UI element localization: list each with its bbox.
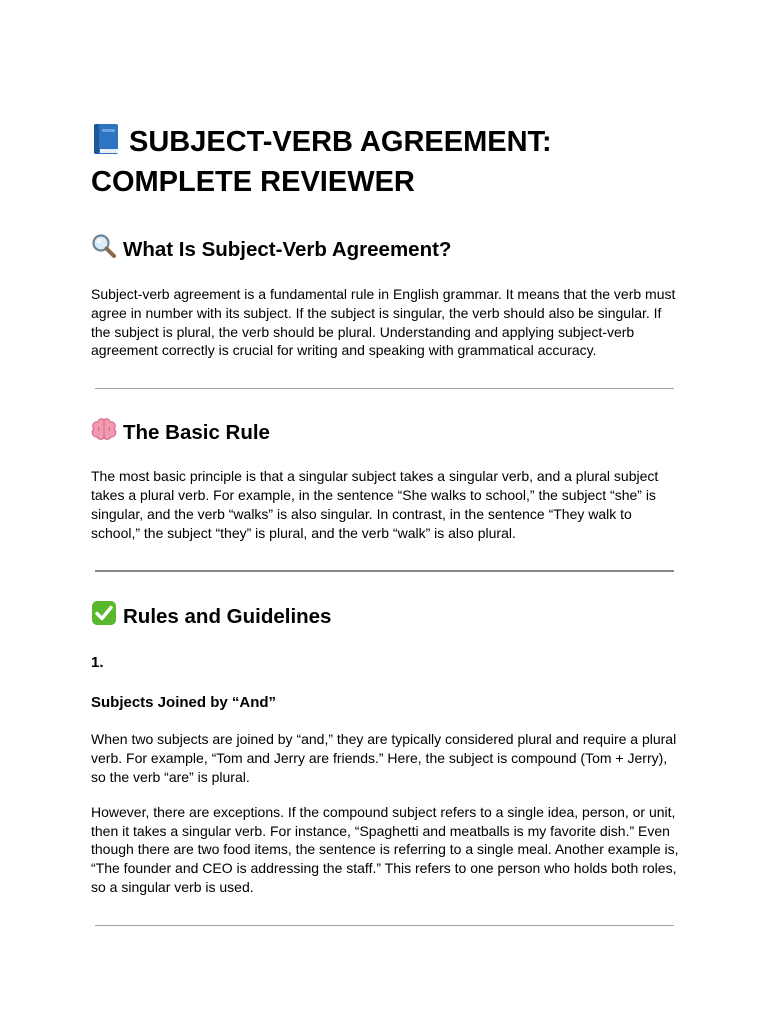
section-heading-text: Rules and Guidelines xyxy=(123,605,332,629)
brain-icon xyxy=(91,417,117,449)
section-paragraph: The most basic principle is that a singular subject takes a singular verb, and a plural subject takes a plural verb. For example, in the sentence “She walks to school,” the subject “she” is singular, and the verb “walks” is also singular. In contrast, in the sentence “They walk to school,” the subject “they” is plural, and the verb “walk” is also plural. xyxy=(91,468,659,541)
section-heading-rules xyxy=(91,600,681,634)
section-divider xyxy=(95,925,674,926)
rule-heading: Subjects Joined by “And” xyxy=(91,694,277,712)
document-title xyxy=(91,122,681,202)
document-page xyxy=(91,122,681,926)
section-heading-text: What Is Subject-Verb Agreement? xyxy=(123,238,452,261)
section-heading-what-is xyxy=(91,233,681,267)
document-title-line2: COMPLETE REVIEWER xyxy=(91,166,415,198)
magnifying-glass-icon xyxy=(91,233,117,267)
rule-paragraph: When two subjects are joined by “and,” they are typically considered plural and require a plural verb. For example, “Tom and Jerry are friends.” Here, the subject is compound (Tom + Jerry), so the verb “are” is plural. xyxy=(91,731,677,785)
rule-number: 1. xyxy=(91,654,104,672)
section-heading-basic-rule xyxy=(91,417,681,449)
document-title-line1: SUBJECT-VERB AGREEMENT: xyxy=(129,126,552,158)
section-paragraph: Subject-verb agreement is a fundamental rule in English grammar. It means that the verb must agree in number with its subject. If the subject is singular, the verb should also be singular. If the subject is plural, the verb should be plural. Understanding and applying subject-verb agreement correctly is crucial for writing and speaking with grammatical accuracy. xyxy=(91,286,676,359)
rule-paragraph: However, there are exceptions. If the compound subject refers to a single idea, person, or unit, then it takes a singular verb. For instance, “Spaghetti and meatballs is my favorite dish.” Even though there are two food items, the sentence is referring to a single meal. Another example is, “The founder and CEO is addressing the staff.” This refers to one person who holds both roles, so a singular verb is used. xyxy=(91,803,679,895)
section-heading-text: The Basic Rule xyxy=(123,421,270,445)
check-mark-icon xyxy=(91,600,117,634)
blue-book-icon xyxy=(91,123,121,155)
